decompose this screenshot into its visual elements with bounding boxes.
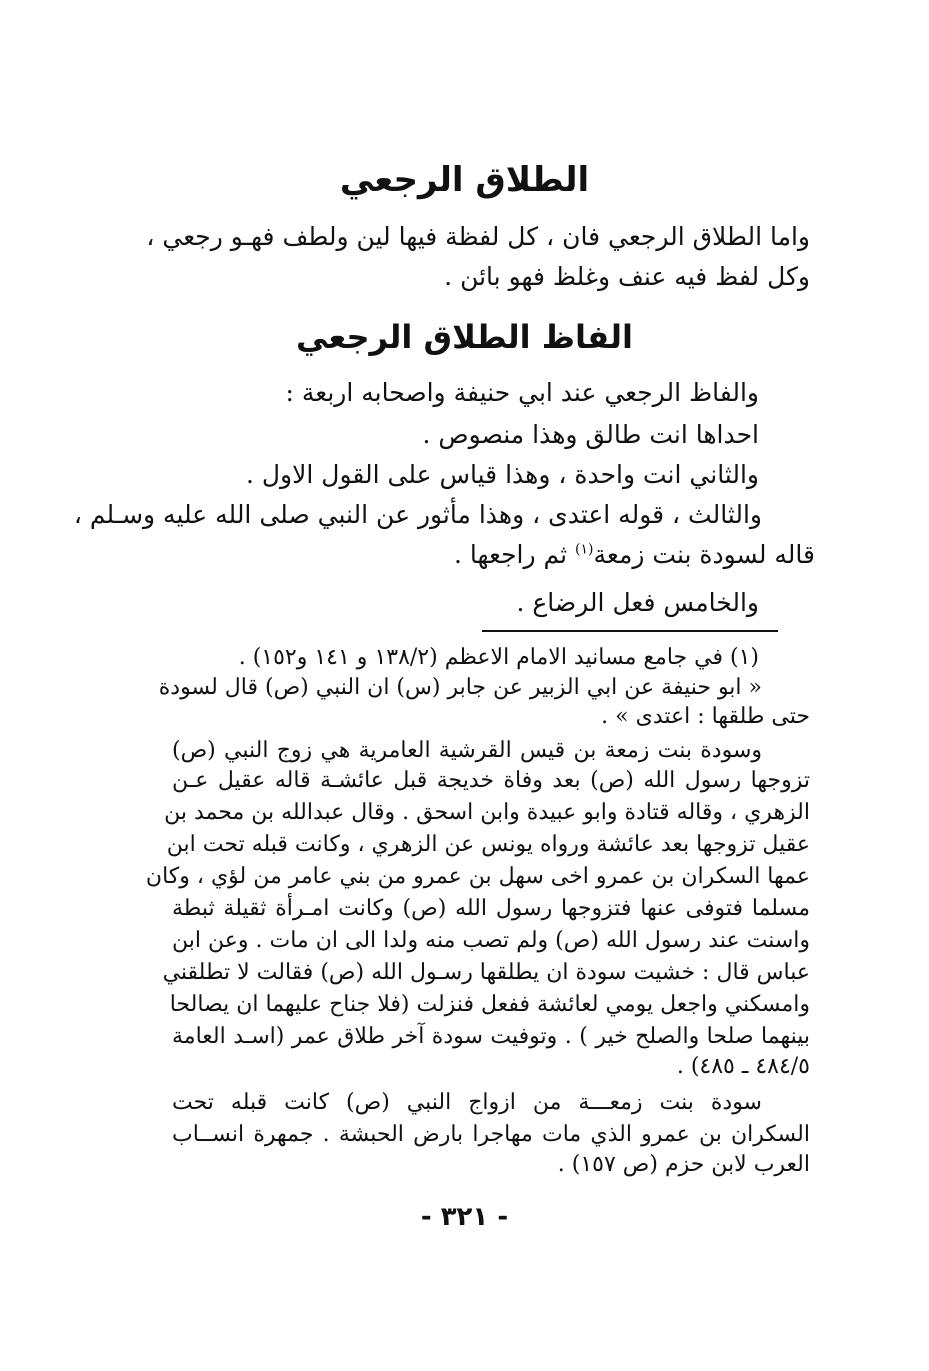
list-item: والثالث ، قوله اعتدى ، وهذا مأثور عن النبي صلى الله عليه وسـلم ، [73, 500, 762, 529]
footnote-paragraph-line: واسنت عند رسول الله (ص) ولم تصب منه ولدا الى ان مات . وعن ابن [172, 928, 810, 953]
list-item: والثاني انت واحدة ، وهذا قياس على القول الاول . [246, 460, 759, 489]
subsection-title: الفاظ الطلاق الرجعي [296, 318, 633, 356]
footnote-paragraph-line: بينهما صلحا والصلح خير ) . وتوفيت سودة آخر طلاق عمر (اسـد العامة [172, 1024, 810, 1049]
intro-line: واما الطلاق الرجعي فان ، كل لفظة فيها لين ولطف فهـو رجعي ، [146, 222, 810, 251]
footnote-paragraph-line: وسودة بنت زمعة بن قيس القرشية العامرية هي زوج النبي (ص) [172, 738, 762, 763]
footnote-paragraph-line: عقيل تزوجها بعد عائشة ورواه يونس عن الزهري ، وكانت قبله تحت ابن [166, 832, 810, 857]
footnote-paragraph-line: ٤٨٤/٥ ـ ٤٨٥) . [676, 1054, 810, 1079]
footnote-paragraph-line: السكران بن عمرو الذي مات مهاجرا بارض الحبشة . جمهرة انســاب [172, 1122, 810, 1147]
list-item: والخامس فعل الرضاع . [516, 588, 759, 617]
list-item-continued [454, 540, 815, 569]
footnote-paragraph-line: سودة بنت زمعـــة من ازواج النبي (ص) كانت قبله تحت [172, 1090, 762, 1115]
footnote-paragraph-line: الزهري ، وقاله قتادة وابو عبيدة وابن اسحق . وقال عبدالله بن محمد بن [164, 800, 810, 825]
footnote-marker: (١) [575, 541, 594, 558]
list-item: احداها انت طالق وهذا منصوص . [422, 420, 759, 449]
footnote-paragraph-line: مسلما فتوفى عنها فتزوجها رسول الله (ص) وكانت امـرأة ثقيلة ثبطة [172, 896, 810, 921]
footnote-paragraph-line: وامسكني واجعل يومي لعائشة ففعل فنزلت (فلا جناح عليهما ان يصالحا [169, 992, 810, 1017]
intro-line: وكل لفظ فيه عنف وغلظ فهو بائن . [444, 262, 810, 291]
footnote-separator [482, 630, 778, 632]
item-text: قاله لسودة بنت زمعة [593, 540, 815, 569]
footnote-paragraph-line: العرب لابن حزم (ص ١٥٧) . [557, 1152, 810, 1177]
section-title: الطلاق الرجعي [339, 160, 590, 200]
list-lead: والفاظ الرجعي عند ابي حنيفة واصحابه اربعة : [285, 378, 759, 407]
page-number: - ٣٢١ - [420, 1202, 509, 1232]
footnote-paragraph-line: عباس قال : خشيت سودة ان يطلقها رسـول الله (ص) فقالت لا تطلقني [162, 960, 810, 985]
item-text: ثم راجعها . [453, 540, 576, 569]
footnote-paragraph-line: تزوجها رسول الله (ص) بعد وفاة خديجة قبل عائشـة قاله عقيل عـن [172, 768, 810, 793]
footnote-line: حتى طلقها : اعتدى » . [601, 704, 810, 729]
footnote-line: (١) في جامع مسانيد الامام الاعظم (١٣٨/٢ و ١٤١ و١٥٢) . [238, 645, 759, 670]
footnote-line: « ابو حنيفة عن ابي الزبير عن جابر (س) ان النبي (ص) قال لسودة [158, 675, 762, 700]
footnote-paragraph-line: عمها السكران بن عمرو اخى سهل بن عمرو من بني عامر من لؤي ، وكان [145, 864, 810, 889]
